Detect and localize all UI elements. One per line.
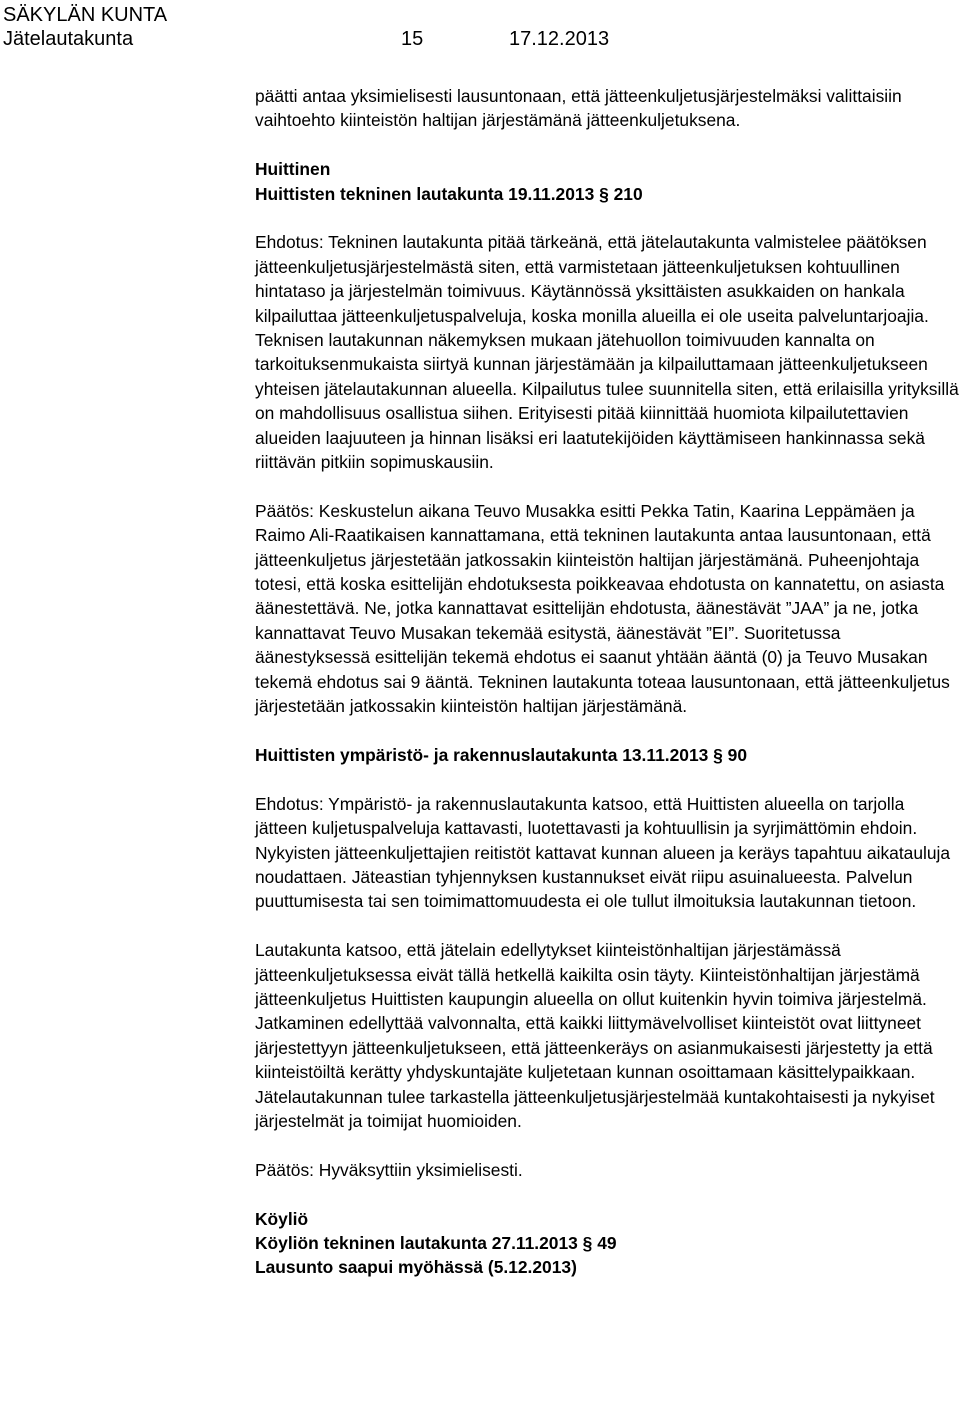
decision-paragraph: Päätös: Keskustelun aikana Teuvo Musakka esitti Pekka Tatin, Kaarina Leppämäen ja Raimo Ali-Raatikaisen kannattamana, että tekninen lautakunta antaa lausuntonaan, että jätteenkuljetus järjestetään jatkossakin kiinteistön haltijan järjestämänä. Puheenjohtaja totesi, että koska esittelijän ehdotuksesta poikkeavaa ehdotusta on kannatettu, on asiasta äänestettävä. Ne, jotka kannattavat esittelijän ehdotusta, äänestävät ”JAA” ja ne, jotka kannattavat Teuvo Musakan tekemää esitystä, äänestävät ”EI”. Suoritetussa äänestyksessä esittelijän tekemä ehdotus ei saanut yhtään ääntä (0) ja Teuvo Musakan tekemä ehdotus sai 9 ääntä. Tekninen lautakunta toteaa lausuntonaan, että jätteenkuljetus järjestetään jatkossakin kiinteistön haltijan järjestämänä. [255,500,950,717]
header-meta-row [3,27,609,51]
late-statement-note: Lausunto saapui myöhässä (5.12.2013) [255,1257,577,1278]
meeting-date: 17.12.2013 [509,28,610,50]
municipality-heading-koylio: Köyliö [255,1208,309,1229]
department-name: Jätelautakunta [3,28,134,50]
section-number: 210 [613,183,643,204]
committee-heading-text: Huittisten tekninen lautakunta 19.11.2013 [255,183,595,204]
document-header [3,3,609,51]
committee-heading-tekninen [255,182,960,206]
committee-heading-koylio [255,1231,960,1255]
section-sign: § [713,744,723,765]
section-sign: § [582,1232,593,1253]
committee-heading-ymparisto [255,743,960,767]
intro-paragraph: päätti antaa yksimielisesti lausuntonaan, että jätteenkuljetusjärjestelmäksi valittaisiin vaihtoehto kiinteistön haltijan järjestämänä jätteenkuljetuksena. [255,86,902,131]
committee-heading-text: Huittisten ympäristö- ja rakennuslautakunta 13.11.2013 [255,744,709,765]
org-name: SÄKYLÄN KUNTA [3,4,168,26]
committee-heading-text: Köyliön tekninen lautakunta 27.11.2013 [255,1232,578,1253]
decision-paragraph: Päätös: Hyväksyttiin yksimielisesti. [255,1159,523,1180]
section-sign: § [599,183,609,204]
opinion-paragraph: Lautakunta katsoo, että jätelain edellytykset kiinteistönhaltijan järjestämässä jätteenkuljetuksessa eivät tällä hetkellä kaikilta osin täyty. Kiinteistönhaltijan järjestämä jätteenkuljetus Huittisten kaupungin alueella on ollut kuitenkin hyvin toimiva järjestelmä. Jatkaminen edellyttää valvonnalta, että kaikki liittymävelvolliset kiinteistöt ovat liittyneet järjestettyyn jätteenkuljetukseen, että jätteenkeräys on asianmukaisesti järjestetty ja että kiinteistöiltä kerätty yhdyskuntajäte kuljetetaan kunnan osoittamaan käsittelypaikkaan. Jätelautakunnan tulee tarkastella jätteenkuljetusjärjestelmää kuntakohtaisesti ja nykyiset järjestelmät ja toimijat huomioiden. [255,940,935,1131]
page-number: 15 [401,28,424,50]
proposal-paragraph: Ehdotus: Tekninen lautakunta pitää tärkeänä, että jätelautakunta valmistelee päätöksen jätteenkuljetusjärjestelmästä siten, että varmistetaan jätteenkuljetuksen kohtuullinen hintataso ja järjestelmän toimivuus. Käytännössä yksittäisten asukkaiden on hankala kilpailuttaa jätteenkuljetuspalveluja, koska monilla alueilla ei ole useita palveluntarjoajia. Teknisen lautakunnan näkemyksen mukaan jätehuollon toimivuuden kannalta on tarkoituksenmukaista siirtyä kunnan järjestämään ja kilpailuttamaan jätteenkuljetukseen yhteisen jätelautakunnan alueella. Kilpailutus tulee suunnitella siten, että erilaisilla yrityksillä on mahdollisuus osallistua siihen. Erityisesti pitää kiinnittää huomiota kilpailutettavien alueiden laajuuteen ja hinnan lisäksi eri laatutekijöiden käyttämiseen hankinnassa sekä riittävän pitkiin sopimuskausiin. [255,232,959,473]
document-body [255,84,960,1280]
municipality-heading-huittinen: Huittinen [255,159,331,180]
section-number: 90 [727,744,747,765]
proposal-paragraph: Ehdotus: Ympäristö- ja rakennuslautakunta katsoo, että Huittisten alueella on tarjolla jätteen kuljetuspalveluja kattavasti, luotettavasti ja kohtuullisin ja syrjimättömin ehdoin. Nykyisten jätteenkuljettajien reitistöt kattavat kunnan alueen ja keräys tapahtuu aikatauluja noudattaen. Jäteastian tyhjennyksen kustannukset eivät riipu asuinalueesta. Palvelun puuttumisesta tai sen toimimattomuudesta ei ole tullut ilmoituksia lautakunnan tietoon. [255,793,951,912]
section-number: 49 [597,1232,617,1253]
